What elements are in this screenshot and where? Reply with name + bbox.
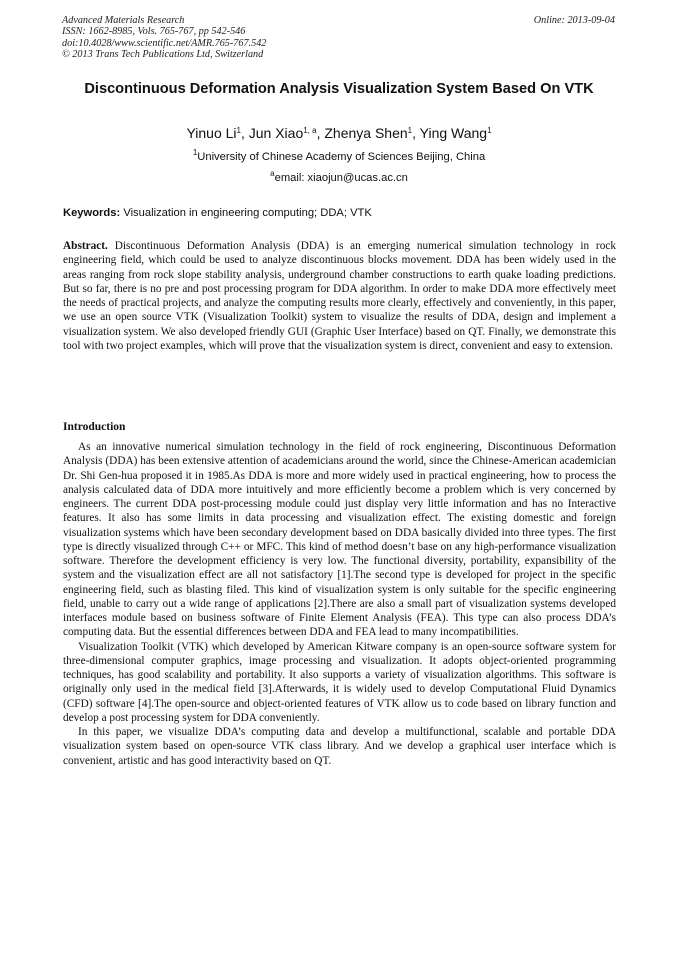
keywords xyxy=(63,206,372,220)
author-name: Ying Wang xyxy=(419,125,488,141)
introduction-body xyxy=(63,440,616,768)
email-line xyxy=(62,171,616,186)
author-name: Yinuo Li xyxy=(186,125,237,141)
author-name: Jun Xiao xyxy=(248,125,304,141)
author-affiliation-mark: 1 xyxy=(407,126,413,135)
author-list: Yinuo Li$^1$, Jun Xiao$^{1, a}$, Zhenya Shen$^1$, Ying Wang$^1$ xyxy=(186,125,492,141)
affiliation xyxy=(62,150,616,165)
section-heading-introduction: Introduction xyxy=(63,421,126,433)
doi-line: doi:10.4028/www.scientific.net/AMR.765-767.542 xyxy=(62,37,267,49)
online-date: Online: 2013-09-04 xyxy=(533,15,615,26)
author-affiliation-mark: 1, a xyxy=(303,126,317,135)
abstract-text: Discontinuous Deformation Analysis (DDA) is an emerging numerical simulation technology in rock engineering field, which could be used to analyze discontinuous blocks movement. DDA has been widely used in the areas ranging from rock slope stability analysis, underground chamber constructions to earth quake loading predictions. But so far, there is no pre and post processing program for DDA algorithm. In order to make DDA more effectively meet the needs of practical projects, and analyze the computing results more clearly, effectively and conveniently, in this paper, we use an open source VTK (Visualization Toolkit) system to visualize the results of DDA, design and implement a visualization system. We also developed friendly GUI (Graphic User Interface) based on QT. Finally, we demonstrate this tool with two project examples, which will prove that the visualization system is direct, convenient and easy to extension. xyxy=(63,240,617,352)
copyright-line: © 2013 Trans Tech Publications Ltd, Switzerland xyxy=(62,49,264,61)
affiliation-text: University of Chinese Academy of Sciences Beijing, China xyxy=(197,151,486,163)
affiliation-mark: 1 xyxy=(192,148,198,157)
keywords-label: Keywords: xyxy=(63,207,121,219)
issn-line: ISSN: 1662-8985, Vols. 765-767, pp 542-546 xyxy=(62,26,246,38)
author-name: Zhenya Shen xyxy=(324,125,408,141)
author-affiliation-mark: 1 xyxy=(487,126,492,135)
email-text: email: xiaojun@ucas.ac.cn xyxy=(274,172,408,184)
paragraph: As an innovative numerical simulation technology in the field of rock engineering, Discontinuous Deformation Analysis (DDA) has been extensive attention of academicians around the world, since the Chinese-American academician Dr. Shi Gen-hua proposed it in 1985.As DDA is more and more widely used in practical engineering, how to process the analysis calculated data of DDA more intuitively and more efficiently become a problem which is very concerned by engineers. The current DDA post-processing module could just display very little information and has no Interactive features. It also has some limits in data processing and visualization effect. The existing domestic and foreign visualization systems which have been secondary development based on DDA basically divided into three types. The first type is directly visualized through C++ or MFC. This kind of method doesn’t base on any high-performance visualization software. Therefore the development efficiency is very low. The functional diversity, portability, expansibility of the system and the visualization effect are all not satisfactory [1].The second type is developed for project in the specific engineering field, such as blasting filed. This kind of visualization system is only suitable for the specific engineering field, unable to carry out a wide range of applications [2].There are also a small part of visualization systems developed interfaces module based on business software of Finite Element Analysis (FEA). This type can also process DDA’s computing data. But the essential differences between DDA and FEA lead to many incompatibilities. xyxy=(63,441,616,639)
abstract-label: Abstract. xyxy=(63,240,108,252)
keywords-text: Visualization in engineering computing; DDA; VTK xyxy=(123,207,372,219)
abstract xyxy=(63,239,616,353)
paragraph: Visualization Toolkit (VTK) which developed by American Kitware company is an open-source software system for three-dimensional computer graphics, image processing and visualization. It adopts object-oriented programming techniques, has good scalability and portability. It also supports a variety of visualization algorithms. This software is originally only used in the medical field [3].Afterwards, it is widely used to develop Computational Fluid Dynamics (CFD) software [4].The open-source and object-oriented features of VTK allow us to code based on library function and develop a post processing system for DDA conveniently. xyxy=(63,640,616,724)
email-mark: a xyxy=(270,169,275,178)
journal-header xyxy=(62,15,266,61)
author-affiliation-mark: 1 xyxy=(236,126,241,135)
paragraph: In this paper, we visualize DDA’s computing data and develop a multifunctional, scalable and portable DDA visualization system based on open-source VTK class library. And we develop a graphical user interface which is convenient, artistic and has good interactivity based on QT. xyxy=(63,726,616,767)
paper-title: Discontinuous Deformation Analysis Visualization System Based On VTK xyxy=(84,81,594,97)
journal-name: Advanced Materials Research xyxy=(62,15,185,26)
